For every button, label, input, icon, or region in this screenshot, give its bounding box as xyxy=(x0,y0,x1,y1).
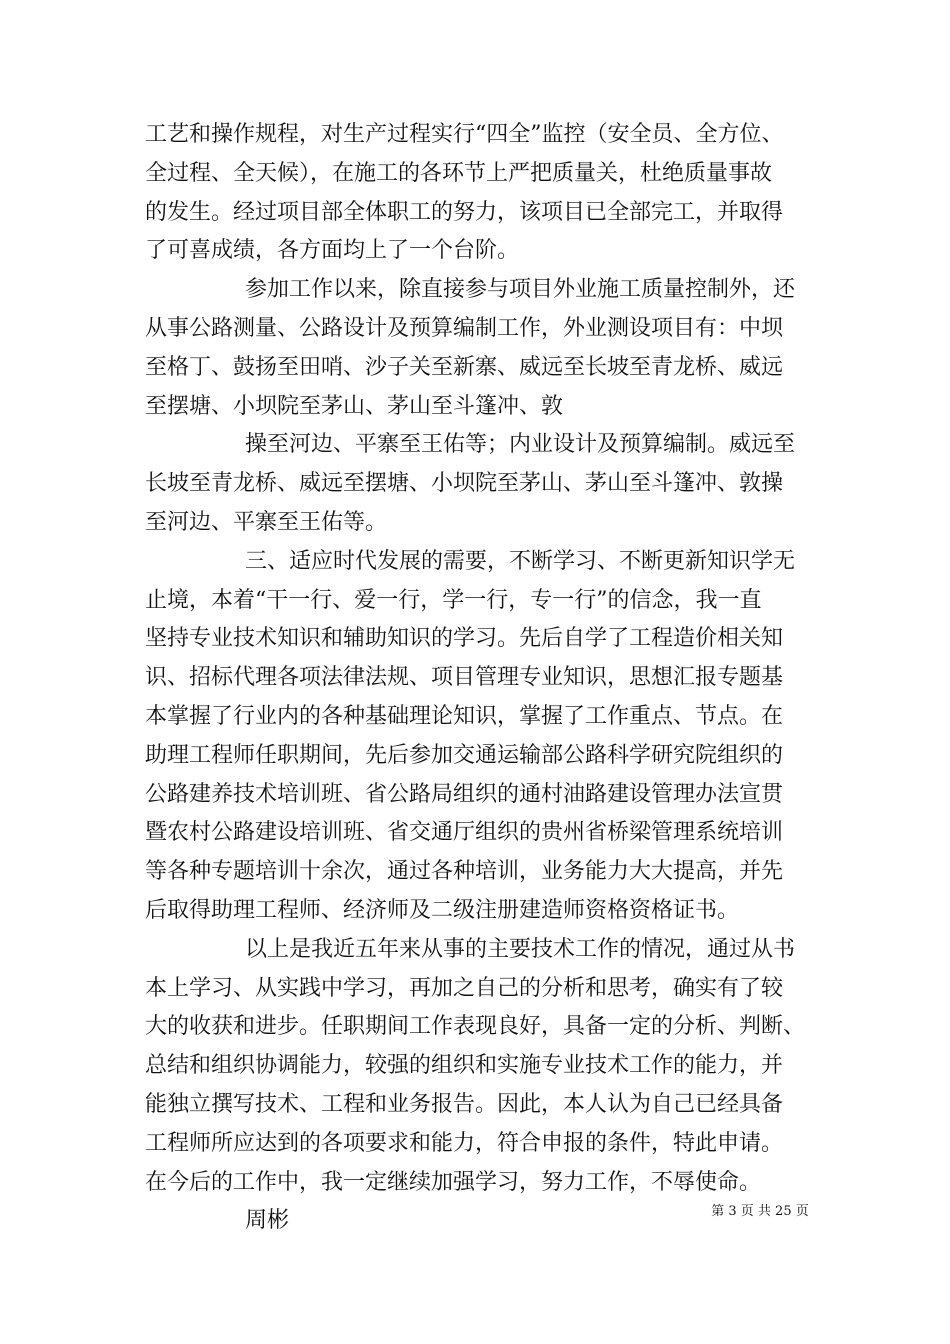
text-line: 在今后的工作中，我一定继续加强学习，努力工作，不辱使命。 xyxy=(145,1169,762,1195)
text-line: 以上是我近五年来从事的主要技术工作的情况，通过从书 xyxy=(245,936,796,962)
text-line: 总结和组织协调能力，较强的组织和实施专业技术工作的能力，并 xyxy=(145,1053,784,1079)
text-line: 本上学习、从实践中学习，再加之自己的分析和思考，确实有了较 xyxy=(145,975,784,1001)
text-line: 参加工作以来，除直接参与项目外业施工质量控制外，还 xyxy=(245,277,796,303)
text-line: 助理工程师任职期间，先后参加交通运输部公路科学研究院组织的 xyxy=(145,742,784,768)
text-line: 至格丁、鼓扬至田哨、沙子关至新寨、威远至长坡至青龙桥、威远 xyxy=(145,354,784,380)
text-line: 操至河边、平寨至王佑等；内业设计及预算编制。威远至 xyxy=(245,432,796,458)
document-body xyxy=(145,116,820,1241)
page-number: 第 3 页 共 25 页 xyxy=(711,1204,809,1219)
text-line: 公路建养技术培训班、省公路局组织的通村油路建设管理办法宣贯 xyxy=(145,781,784,807)
text-line: 等各种专题培训十余次，通过各种培训，业务能力大大提高，并先 xyxy=(145,859,784,885)
text-line: 周彬 xyxy=(245,1208,290,1234)
text-line: 三、适应时代发展的需要，不断学习、不断更新知识学无 xyxy=(245,548,796,574)
text-line: 至摆塘、小坝院至茅山、茅山至斗篷冲、敦 xyxy=(145,393,564,419)
text-line: 暨农村公路建设培训班、省交通厅组织的贵州省桥梁管理系统培训 xyxy=(145,820,784,846)
text-line: 从事公路测量、公路设计及预算编制工作，外业测设项目有：中坝 xyxy=(145,315,784,341)
text-line: 大的收获和进步。任职期间工作表现良好，具备一定的分析、判断、 xyxy=(145,1014,806,1040)
text-line: 长坡至青龙桥、威远至摆塘、小坝院至茅山、茅山至斗篷冲、敦操 xyxy=(145,471,784,497)
text-line: 至河边、平寨至王佑等。 xyxy=(145,509,388,535)
text-line: 后取得助理工程师、经济师及二级注册建造师资格资格证书。 xyxy=(145,897,740,923)
text-line: 坚持专业技术知识和辅助知识的学习。先后自学了工程造价相关知 xyxy=(145,626,784,652)
text-line: 工艺和操作规程，对生产过程实行“四全”监控（安全员、全方位、 xyxy=(145,122,784,147)
text-line: 识、招标代理各项法律法规、项目管理专业知识，思想汇报专题基 xyxy=(145,665,784,691)
text-line: 止境，本着“干一行、爱一行，学一行，专一行”的信念，我一直 xyxy=(145,587,762,613)
text-line: 的发生。经过项目部全体职工的努力，该项目已全部完工，并取得 xyxy=(145,199,784,225)
text-line: 了可喜成绩，各方面均上了一个台阶。 xyxy=(145,238,520,264)
text-line: 全过程、全天候），在施工的各环节上严把质量关，杜绝质量事故 xyxy=(145,160,773,186)
text-line: 能独立撰写技术、工程和业务报告。因此，本人认为自己已经具备 xyxy=(145,1091,784,1117)
text-line: 本掌握了行业内的各种基础理论知识，掌握了工作重点、节点。在 xyxy=(145,703,784,729)
text-line: 工程师所应达到的各项要求和能力，符合申报的条件，特此申请。 xyxy=(145,1130,784,1156)
